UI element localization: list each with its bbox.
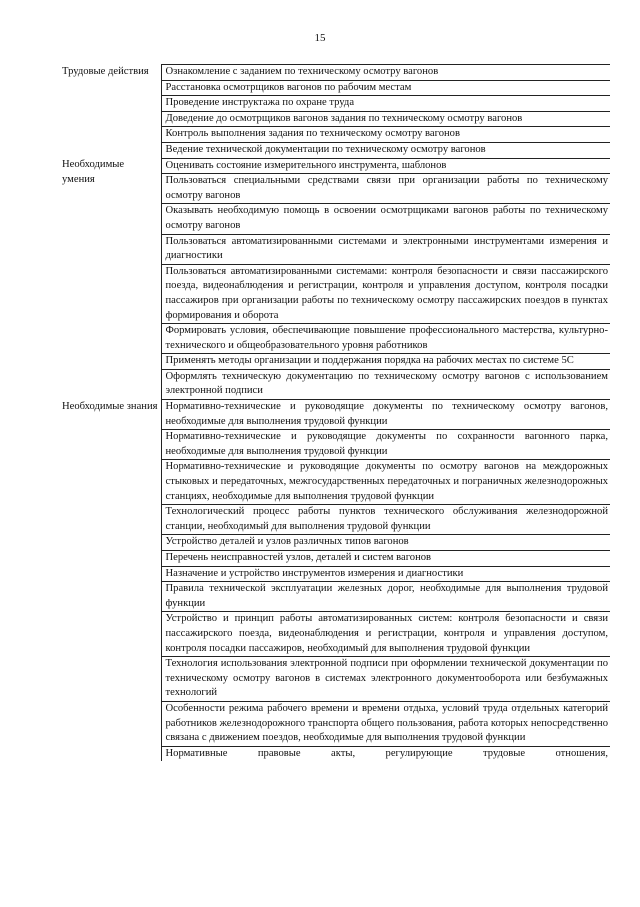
page-number: 15 [314,32,326,44]
requirement-item [161,535,610,551]
requirement-item [161,174,610,204]
requirement-item [161,551,610,567]
requirement-text: Перечень неисправностей узлов, деталей и систем вагонов [165,552,432,563]
requirement-text: Нормативно-технические и руководящие документы по техническому осмотру вагонов, необходимые для выполнения трудовой функции [165,401,608,427]
requirement-item [161,127,610,143]
requirement-text: Контроль выполнения задания по техническому осмотру вагонов [165,128,460,140]
requirement-text: Оценивать состояние измерительного инструмента, шаблонов [165,159,447,171]
requirement-text: Доведение до осмотрщиков вагонов задания по техническому осмотру вагонов [165,112,523,124]
requirement-text: Пользоваться специальными средствами связи при организации работы по техническому осмотру вагонов [165,175,608,201]
requirement-item [161,96,610,112]
section-label-labor-actions: Трудовые действия [58,65,161,159]
requirement-item [161,566,610,582]
requirement-text: Оформлять техническую документацию по техническому осмотру вагонов с использованием электронной подписи [165,370,608,397]
requirement-item [161,324,610,354]
requirement-item [161,234,610,264]
requirement-item [161,657,610,702]
requirement-item [161,111,610,127]
requirements-table [58,64,610,761]
requirement-item [161,158,610,174]
requirement-text: Расстановка осмотрщиков вагонов по рабочим местам [165,81,412,93]
requirement-text: Формировать условия, обеспечивающие повышение профессионального мастерства, культурно-технического и общеобразовательного уровня работников [165,325,608,351]
requirements-table-body [58,65,610,762]
requirement-item [161,400,610,430]
requirement-item [161,264,610,323]
table-row [58,65,610,81]
requirement-text: Особенности режима рабочего времени и времени отдыха, условий труда отдельных категорий работников железнодорожного транспорта общего пользования, работа которых непосредственно связана с движением поездов, необходимые для выполнения трудовой функции [165,702,608,744]
requirement-item [161,204,610,234]
requirement-text: Ведение технической документации по техническому осмотру вагонов [165,143,486,155]
requirement-item [161,369,610,399]
requirement-item [161,505,610,535]
requirement-text: Проведение инструктажа по охране труда [165,97,355,109]
requirement-item [161,354,610,370]
table-row [58,158,610,174]
requirement-text: Устройство деталей и узлов различных типов вагонов [165,536,409,548]
section-label-required-knowledge: Необходимые знания [58,400,161,762]
requirement-item [161,80,610,96]
requirement-text: Устройство и принцип работы автоматизированных систем: контроля безопасности и связи пассажирского поезда, видеонаблюдения и регистрации, контроля и управления доступом, контроля посадки пассажиров, необходимый для выполнения трудовой функции [165,613,608,654]
requirement-item [161,612,610,657]
requirement-text: Пользоваться автоматизированными системами и электронными инструментами измерения и диагностики [165,235,608,262]
requirement-text: Нормативно-технические и руководящие документы по сохранности вагонного парка, необходимые для выполнения трудовой функции [165,431,608,457]
requirement-item [161,460,610,505]
requirement-text: Применять методы организации и поддержания порядка на рабочих местах по системе 5С [165,355,574,367]
requirement-text: Нормативные правовые акты, регулирующие трудовые отношения, [165,747,608,759]
requirement-text: Технология использования электронной подписи при оформлении технической документации по техническому осмотру вагонов в системах электронного документооборота или безбумажных технологий [165,658,608,699]
requirement-item [161,65,610,81]
requirement-text: Технологический процесс работы пунктов технического обслуживания железнодорожной станции, необходимый для выполнения трудовой функции [165,506,608,532]
section-label-required-skills: Необходимые умения [58,158,161,400]
requirement-text: Оказывать необходимую помощь в освоении осмотрщиками вагонов работы по техническому осмотру вагонов [165,205,608,231]
requirement-text: Назначение и устройство инструментов измерения и диагностики [165,567,464,579]
requirement-text: Правила технической эксплуатации железных дорог, необходимые для выполнения трудовой функции [165,583,608,609]
requirement-text: Ознакомление с заданием по техническому осмотру вагонов [165,66,439,77]
requirement-item [161,582,610,612]
requirement-item [161,701,610,746]
table-row [58,400,610,430]
requirement-item [161,430,610,460]
requirement-item [161,746,610,761]
requirement-text: Пользоваться автоматизированными системами: контроля безопасности и связи пассажирского поезда, видеонаблюдения и регистрации, контроля и управления доступом, контроля посадки пассажиров при организации работы по техническому осмотру пассажирских поездов в пунктах формирования и оборота [165,265,608,321]
requirement-text: Нормативно-технические и руководящие документы по осмотру вагонов на междорожных стыковых и передаточных, межгосударственных передаточных и пограничных железнодорожных станциях, необходимые для выполнения трудовой функции [165,461,608,502]
requirement-item [161,142,610,158]
